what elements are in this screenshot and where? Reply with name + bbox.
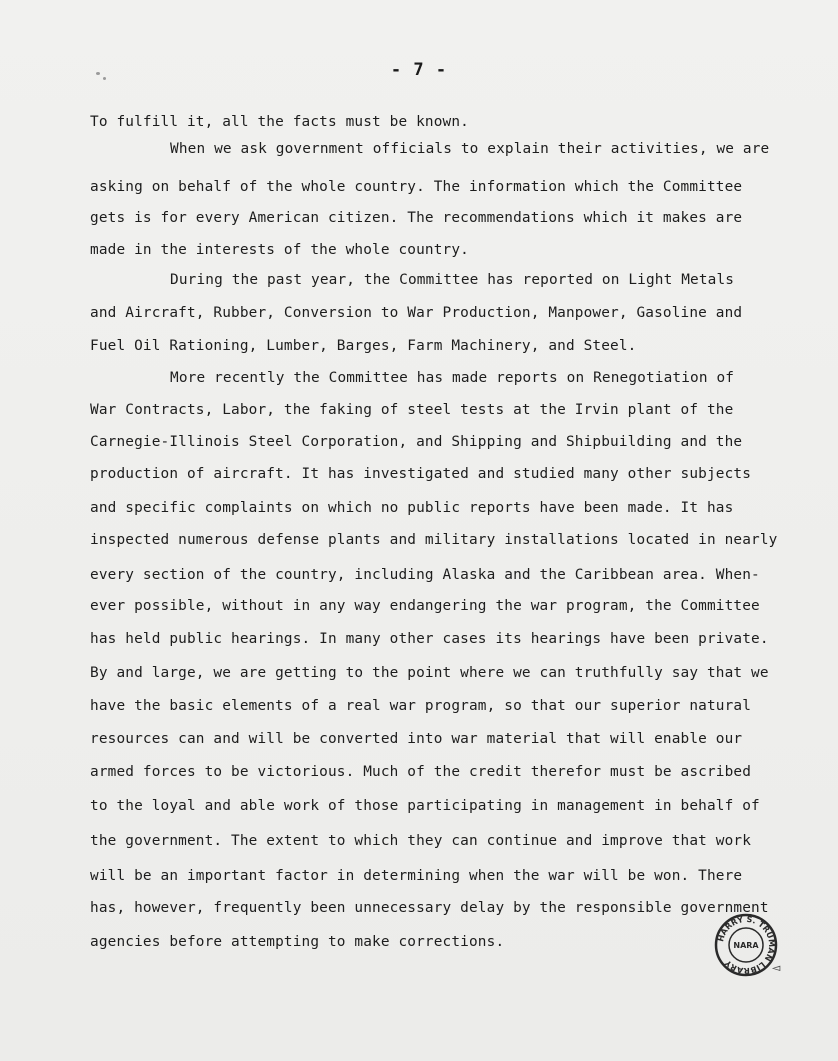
text-line: Fuel Oil Rationing, Lumber, Barges, Farm Machinery, and Steel. bbox=[90, 338, 637, 354]
text-line: More recently the Committee has made reports on Renegotiation of bbox=[170, 370, 735, 386]
text-line: will be an important factor in determining when the war will be won. There bbox=[90, 868, 743, 884]
text-line: resources can and will be converted into war material that will enable our bbox=[90, 731, 743, 747]
text-line: ever possible, without in any way endangering the war program, the Committee bbox=[90, 598, 760, 614]
text-line: asking on behalf of the whole country. The information which the Committee bbox=[90, 179, 743, 195]
truman-library-seal bbox=[714, 913, 781, 977]
text-line: By and large, we are getting to the point where we can truthfully say that we bbox=[90, 665, 769, 681]
text-line: production of aircraft. It has investigated and studied many other subjects bbox=[90, 466, 752, 482]
text-line: Carnegie-Illinois Steel Corporation, and Shipping and Shipbuilding and the bbox=[90, 434, 743, 450]
text-line: the government. The extent to which they can continue and improve that work bbox=[90, 833, 752, 849]
text-line: inspected numerous defense plants and military installations located in nearly bbox=[90, 532, 778, 548]
text-line: During the past year, the Committee has reported on Light Metals bbox=[170, 272, 735, 288]
seal-ring-text: HARRY S. TRUMAN LIBRARY bbox=[716, 914, 777, 976]
text-line: and Aircraft, Rubber, Conversion to War Production, Manpower, Gasoline and bbox=[90, 305, 743, 321]
text-line: made in the interests of the whole country. bbox=[90, 242, 469, 258]
text-line: has, however, frequently been unnecessary delay by the responsible government bbox=[90, 900, 769, 916]
margin-arrow-icon: ◅ bbox=[772, 960, 781, 976]
text-line: War Contracts, Labor, the faking of steel tests at the Irvin plant of the bbox=[90, 402, 734, 418]
seal-center-text: NARA bbox=[733, 941, 759, 950]
text-line: When we ask government officials to explain their activities, we are bbox=[170, 141, 770, 157]
text-line: gets is for every American citizen. The recommendations which it makes are bbox=[90, 210, 743, 226]
text-line: has held public hearings. In many other cases its hearings have been private. bbox=[90, 631, 769, 647]
text-line: agencies before attempting to make corrections. bbox=[90, 934, 505, 950]
text-line: and specific complaints on which no public reports have been made. It has bbox=[90, 500, 734, 516]
text-line: have the basic elements of a real war program, so that our superior natural bbox=[90, 698, 752, 714]
text-line: To fulfill it, all the facts must be known. bbox=[90, 114, 469, 130]
page-number: - 7 - bbox=[390, 60, 448, 80]
text-line: armed forces to be victorious. Much of the credit therefor must be ascribed bbox=[90, 764, 752, 780]
text-line: to the loyal and able work of those participating in management in behalf of bbox=[90, 798, 760, 814]
text-line: every section of the country, including Alaska and the Caribbean area. When- bbox=[90, 567, 760, 583]
